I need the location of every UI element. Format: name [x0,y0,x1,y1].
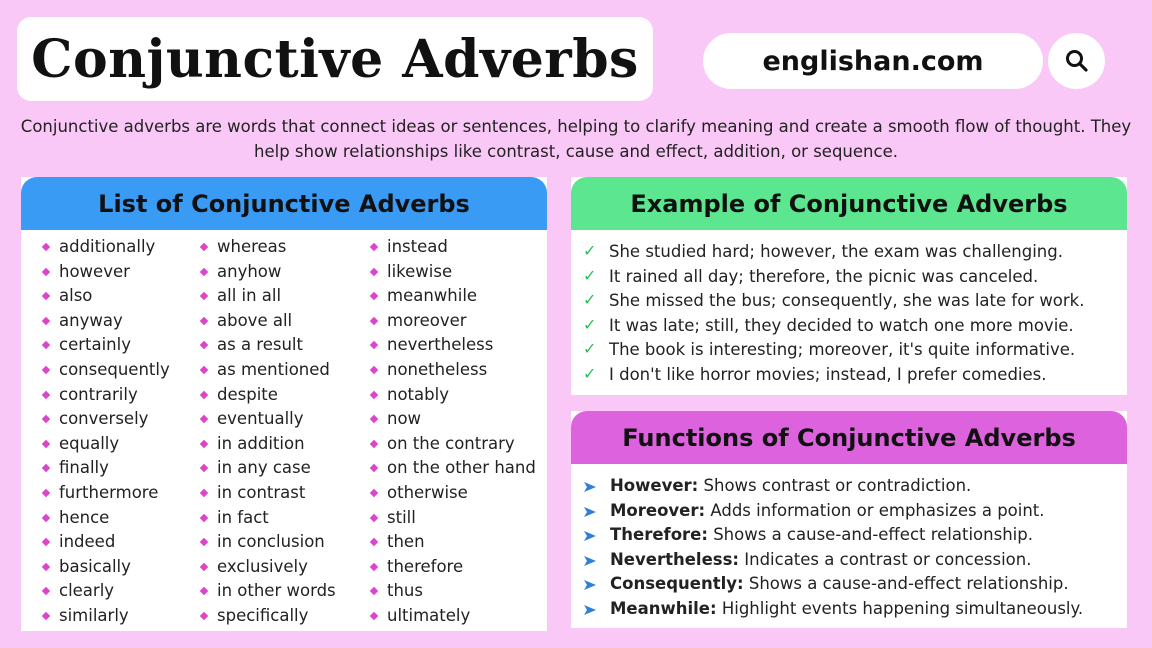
list-item [360,530,536,555]
adverb-text: then [387,532,425,552]
list-item [190,604,336,629]
diamond-bullet-icon [42,317,50,325]
list-item [360,235,536,260]
function-description: Indicates a contrast or concession. [739,549,1032,569]
adverb-text: furthermore [59,482,159,502]
adverb-text: whereas [217,237,287,256]
diamond-bullet-icon [200,341,208,349]
adverb-text: on the other hand [387,458,536,478]
adverb-column-3 [360,235,536,629]
adverb-text: hence [59,507,110,527]
function-item [580,499,1083,524]
functions-list [580,474,1083,622]
diamond-bullet-icon [370,513,378,521]
diamond-bullet-icon [370,415,378,423]
diamond-bullet-icon [370,489,378,497]
list-item [32,333,170,358]
list-item [190,506,336,531]
list-item [190,407,336,432]
list-item [190,456,336,481]
function-item [580,597,1083,622]
function-item [580,572,1083,597]
adverb-text: on the contrary [387,433,515,453]
example-item [580,289,1085,314]
list-item [32,260,170,285]
list-item [32,530,170,555]
list-item [360,481,536,506]
functions-panel-title: Functions of Conjunctive Adverbs [571,411,1127,464]
check-icon: ✓ [583,241,597,260]
function-term: Therefore: [610,525,708,545]
adverb-text: above all [217,310,293,330]
list-item [190,260,336,285]
list-item [32,579,170,604]
adverb-text: clearly [59,581,115,601]
arrow-bullet-icon [583,481,597,493]
list-item [32,456,170,481]
diamond-bullet-icon [370,366,378,374]
diamond-bullet-icon [42,390,50,398]
list-item [32,506,170,531]
adverb-text: specifically [217,605,309,625]
adverb-text: exclusively [217,556,308,576]
adverb-text: in conclusion [217,532,325,552]
diamond-bullet-icon [200,267,208,275]
arrow-bullet-icon [583,604,597,616]
site-name: englishan.com [762,45,984,77]
adverb-text: thus [387,581,423,601]
list-item [360,333,536,358]
list-item [32,555,170,580]
list-item [190,235,336,260]
diamond-bullet-icon [42,415,50,423]
adverb-text: contrarily [59,384,138,404]
list-item [360,555,536,580]
list-item [32,604,170,629]
diamond-bullet-icon [200,366,208,374]
examples-list [580,240,1085,388]
adverb-text: equally [59,433,120,453]
adverb-text: nevertheless [387,335,494,355]
diamond-bullet-icon [370,341,378,349]
arrow-bullet-icon [583,555,597,567]
diamond-bullet-icon [370,292,378,300]
adverb-text: anyhow [217,261,282,281]
list-item [360,407,536,432]
adverb-text: finally [59,458,109,478]
diamond-bullet-icon [42,587,50,595]
adverb-text: consequently [59,359,170,379]
diamond-bullet-icon [200,415,208,423]
check-icon: ✓ [583,339,597,359]
diamond-bullet-icon [42,341,50,349]
list-item [190,284,336,309]
example-text: It rained all day; therefore, the picnic was canceled. [609,266,1039,286]
list-item [360,432,536,457]
list-item [360,456,536,481]
function-item [580,474,1083,499]
diamond-bullet-icon [42,243,50,251]
functions-panel [571,411,1127,628]
list-item [360,284,536,309]
list-item [190,432,336,457]
diamond-bullet-icon [370,267,378,275]
diamond-bullet-icon [42,612,50,620]
function-term: Moreover: [610,500,706,520]
list-item [360,383,536,408]
example-text: I don't like horror movies; instead, I prefer comedies. [609,364,1047,384]
list-item [32,358,170,383]
diamond-bullet-icon [370,243,378,251]
function-description: Shows a cause-and-effect relationship. [743,574,1069,594]
function-description: Highlight events happening simultaneously. [716,598,1084,618]
example-item [580,240,1085,265]
diamond-bullet-icon [200,390,208,398]
list-item [190,333,336,358]
list-item [190,481,336,506]
list-item [360,309,536,334]
list-panel-title: List of Conjunctive Adverbs [21,177,547,230]
list-item [32,407,170,432]
adverb-text: in fact [217,507,269,527]
diamond-bullet-icon [370,587,378,595]
function-term: Consequently: [610,574,744,594]
diamond-bullet-icon [370,317,378,325]
adverb-text: now [387,409,422,429]
adverb-text: indeed [59,532,116,552]
function-term: Nevertheless: [610,549,739,569]
list-item [360,579,536,604]
diamond-bullet-icon [42,562,50,570]
adverb-column-2 [190,235,336,629]
diamond-bullet-icon [370,612,378,620]
list-item [360,506,536,531]
list-item [190,579,336,604]
list-item [32,235,170,260]
list-item [32,383,170,408]
function-item [580,548,1083,573]
adverb-text: despite [217,384,278,404]
diamond-bullet-icon [42,366,50,374]
adverb-text: in contrast [217,482,306,502]
adverb-text: nonetheless [387,359,488,379]
adverb-text: notably [387,384,449,404]
examples-panel-title: Example of Conjunctive Adverbs [571,177,1127,230]
check-icon: ✓ [583,363,597,383]
adverb-text: anyway [59,310,123,330]
adverb-text: in addition [217,433,305,453]
list-item [32,284,170,309]
intro-paragraph: Conjunctive adverbs are words that connect ideas or sentences, helping to clarify meaning and create a smooth flow of thought. They help show relationships like contrast, cause and effect, addition, or sequence. [20,117,1132,161]
list-item [32,432,170,457]
list-item [190,530,336,555]
search-icon [1064,48,1090,74]
function-description: Shows a cause-and-effect relationship. [707,525,1033,545]
function-description: Shows contrast or contradiction. [698,476,972,495]
arrow-bullet-icon [583,530,597,542]
adverb-text: as mentioned [217,359,330,379]
list-item [190,309,336,334]
adverb-text: eventually [217,409,304,429]
search-button[interactable] [1048,33,1105,89]
diamond-bullet-icon [200,587,208,595]
example-item [580,314,1085,339]
adverb-text: in other words [217,581,336,601]
adverb-list-panel [21,177,547,631]
function-term: However: [610,476,699,495]
site-pill[interactable] [703,33,1043,89]
adverb-text: likewise [387,261,453,281]
example-text: It was late; still, they decided to watch one more movie. [609,315,1074,335]
adverb-text: additionally [59,237,156,256]
adverb-text: conversely [59,409,149,429]
diamond-bullet-icon [200,464,208,472]
diamond-bullet-icon [370,390,378,398]
function-item [580,523,1083,548]
list-item [190,555,336,580]
list-item [360,358,536,383]
example-item [580,363,1085,388]
diamond-bullet-icon [370,464,378,472]
diamond-bullet-icon [200,538,208,546]
title-banner [17,17,653,101]
adverb-column-1 [32,235,170,629]
diamond-bullet-icon [200,292,208,300]
list-item [360,260,536,285]
examples-panel [571,177,1127,395]
function-term: Meanwhile: [610,598,717,618]
diamond-bullet-icon [42,489,50,497]
diamond-bullet-icon [200,317,208,325]
diamond-bullet-icon [370,562,378,570]
list-item [32,309,170,334]
adverb-text: as a result [217,335,303,355]
check-icon: ✓ [583,290,597,310]
list-item [190,383,336,408]
example-item [580,338,1085,363]
adverb-text: still [387,507,416,527]
check-icon: ✓ [583,314,597,334]
check-icon: ✓ [583,265,597,285]
list-item [32,481,170,506]
diamond-bullet-icon [200,612,208,620]
arrow-bullet-icon [583,579,597,591]
adverb-text: otherwise [387,482,468,502]
diamond-bullet-icon [42,267,50,275]
page-title: Conjunctive Adverbs [31,28,639,90]
adverb-text: also [59,286,93,306]
diamond-bullet-icon [200,562,208,570]
example-item [580,265,1085,290]
adverb-text: certainly [59,335,131,355]
adverb-text: basically [59,556,131,576]
diamond-bullet-icon [200,243,208,251]
adverb-text: moreover [387,310,467,330]
adverb-text: however [59,261,130,281]
diamond-bullet-icon [42,292,50,300]
diamond-bullet-icon [370,538,378,546]
adverb-text: meanwhile [387,286,478,306]
diamond-bullet-icon [370,440,378,448]
diamond-bullet-icon [200,489,208,497]
diamond-bullet-icon [42,538,50,546]
adverb-text: in any case [217,458,311,478]
adverb-text: instead [387,237,448,256]
list-item [190,358,336,383]
diamond-bullet-icon [200,440,208,448]
diamond-bullet-icon [42,440,50,448]
adverb-text: all in all [217,286,282,306]
example-text: She missed the bus; consequently, she was late for work. [609,291,1085,311]
example-text: The book is interesting; moreover, it's quite informative. [609,340,1076,360]
list-item [360,604,536,629]
example-text: She studied hard; however, the exam was challenging. [609,242,1063,261]
function-description: Adds information or emphasizes a point. [705,500,1045,520]
diamond-bullet-icon [42,513,50,521]
diamond-bullet-icon [200,513,208,521]
arrow-bullet-icon [583,506,597,518]
adverb-text: therefore [387,556,464,576]
diamond-bullet-icon [42,464,50,472]
adverb-text: similarly [59,605,129,625]
adverb-text: ultimately [387,605,471,625]
